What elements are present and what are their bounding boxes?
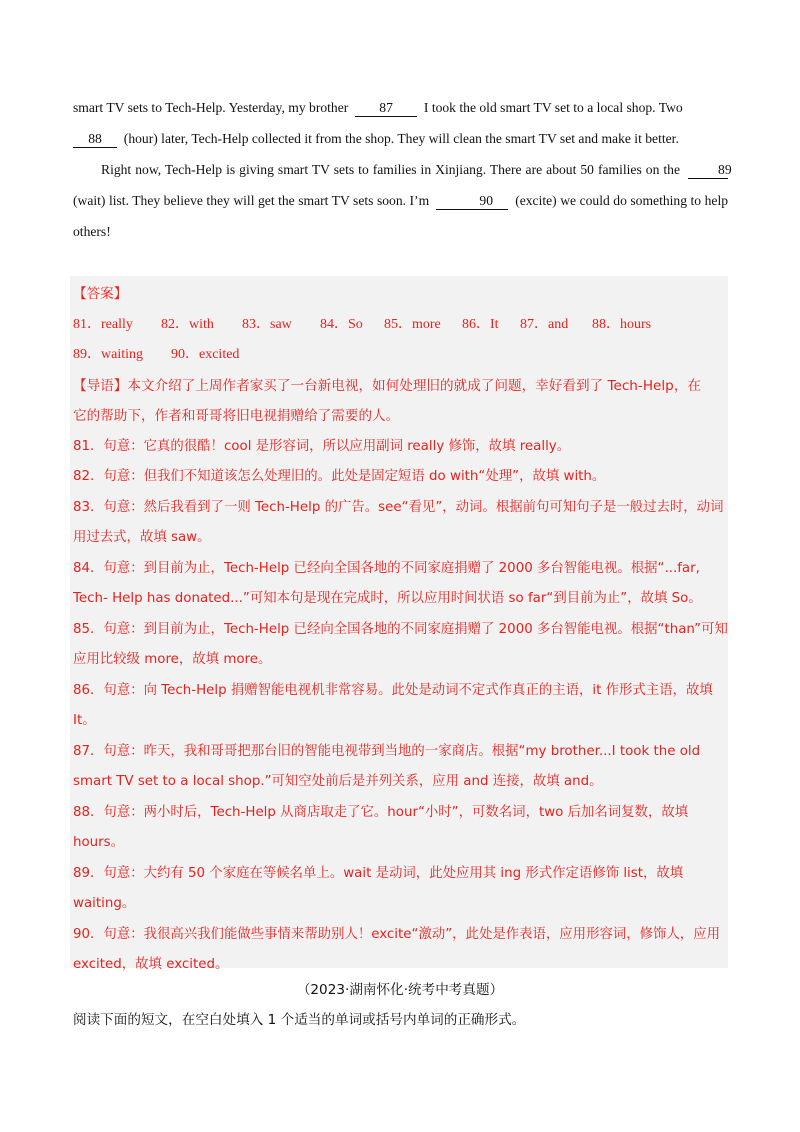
exercise-instruction: 阅读下面的短文，在空白处填入 1 个适当的单词或括号内单词的正确形式。 <box>73 1012 526 1028</box>
answer-item: 83．saw <box>242 316 292 332</box>
passage-text: (hour) later, Tech-Help collected it from the shop. They will clean the smart TV set and make it better. <box>123 131 679 146</box>
guide-line: 它的帮助下，作者和哥哥将旧电视捐赠给了需要的人。 <box>73 408 400 424</box>
answer-item: 82．with <box>161 316 214 332</box>
exam-source: （2023·湖南怀化·统考中考真题） <box>296 982 504 998</box>
passage-line <box>73 123 728 154</box>
explanation-89: 89．句意：大约有 50 个家庭在等候名单上。wait 是动词，此处应用其 ing 形式作定语修饰 list，故填 waiting。 <box>73 865 684 911</box>
blank-90: 90 <box>436 193 508 210</box>
answer-item: 85．more <box>384 316 441 332</box>
passage-line <box>73 154 732 247</box>
explanation-82: 82．句意：但我们不知道该怎么处理旧的。此处是固定短语 do with“处理”，故填 with。 <box>73 469 606 484</box>
passage-line <box>73 92 728 123</box>
answer-item: 88．hours <box>592 316 652 332</box>
explanation-84: 84．句意：到目前为止，Tech-Help 已经向全国各地的不同家庭捐赠了 2000 多台智能电视。根据“...far, Tech- Help has donated...”可知本句是现在完成时，所以应用时间状语 so far“到目前为止”，故填 So。 <box>73 560 702 606</box>
passage-text: smart TV sets to Tech-Help. Yesterday, my brother <box>73 100 349 115</box>
explanation-86: 86．句意：向 Tech-Help 捐赠智能电视机非常容易。此处是动词不定式作真正的主语，it 作形式主语，故填 It。 <box>73 682 713 728</box>
explanation-83: 83．句意：然后我看到了一则 Tech-Help 的广告。see“看见”，动词。根据前句可知句子是一般过去时，动词用过去式，故填 saw。 <box>73 499 724 545</box>
answer-item: 86．It <box>462 316 499 332</box>
blank-87: 87 <box>355 100 417 117</box>
blank-89: 89 <box>688 162 728 179</box>
passage-text: Right now, Tech-Help is giving smart TV sets to families in Xinjiang. There are about 50 families on the <box>101 162 680 177</box>
passage-text: (excite) we could do something to <box>515 193 702 208</box>
explanation-90: 90．句意：我很高兴我们能做些事情来帮助别人！excite“激动”，此处是作表语，应用形容词，修饰人，应用 excited，故填 excited。 <box>73 926 720 972</box>
passage-text: help others! <box>73 193 729 239</box>
explanation-81: 81．句意：它真的很酷！cool 是形容词，所以应用副词 really 修饰，故填 really。 <box>73 438 571 454</box>
answer-item: 87．and <box>520 316 569 332</box>
reading-passage <box>73 92 732 247</box>
answer-row <box>73 310 728 341</box>
guide-line: 【导语】本文介绍了上周作者家买了一台新电视，如何处理旧的就成了问题，幸好看到了 Tech-Help，在 <box>73 377 702 394</box>
answer-item: 81．really <box>73 316 133 332</box>
answer-header: 【答案】 <box>73 286 128 302</box>
answer-item: 84．So <box>320 316 363 332</box>
explanation-85: 85．句意：到目前为止，Tech-Help 已经向全国各地的不同家庭捐赠了 2000 多台智能电视。根据“than”可知应用比较级 more，故填 more。 <box>73 621 728 667</box>
passage-text: I took the old smart TV set to a local shop. Two <box>423 100 683 115</box>
blank-88: 88 <box>73 131 117 148</box>
passage-text: (wait) list. They believe they will get the smart TV sets soon. I’m <box>73 193 430 208</box>
answer-row <box>73 340 728 371</box>
answer-item: 90．excited <box>171 347 240 362</box>
answer-section <box>70 276 728 972</box>
explanation-87: 87．句意：昨天，我和哥哥把那台旧的智能电视带到当地的一家商店。根据“my brother...I took the old smart TV set to a local shop.”可知空处前后是并列关系，应用 and 连接，故填 and。 <box>73 743 701 789</box>
answer-item: 89．waiting <box>73 347 143 362</box>
explanation-88: 88．句意：两小时后，Tech-Help 从商店取走了它。hour“小时”，可数名词，two 后加名词复数，故填 hours。 <box>73 804 689 850</box>
